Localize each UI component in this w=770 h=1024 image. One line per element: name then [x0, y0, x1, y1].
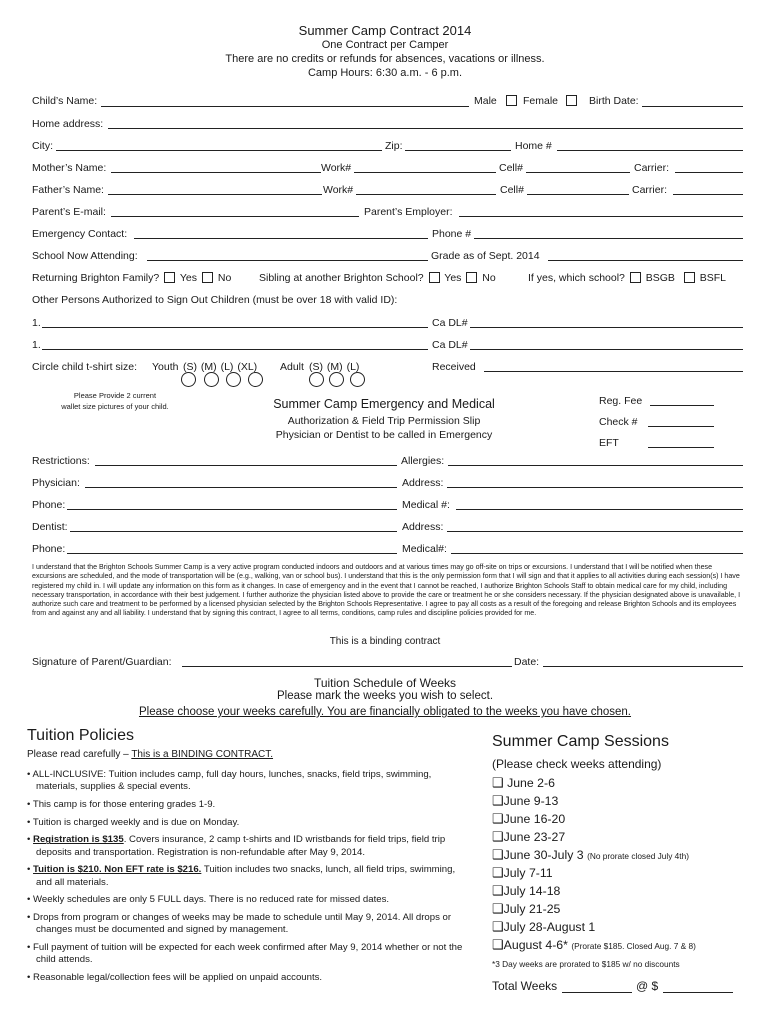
page-title: Summer Camp Contract 2014 — [298, 23, 472, 38]
sibling-yes-checkbox[interactable] — [429, 272, 440, 283]
physician-phone-field[interactable] — [67, 509, 397, 510]
session-week-label: August 4-6* — [503, 938, 568, 952]
policies-title: Tuition Policies — [27, 727, 135, 744]
emergency-title: Summer Camp Emergency and Medical — [273, 397, 495, 411]
school-field[interactable] — [147, 260, 428, 261]
female-checkbox[interactable] — [566, 95, 577, 106]
dentist-address-label: Address: — [402, 521, 444, 533]
dentist-medical-field[interactable] — [451, 553, 743, 554]
child-name-field[interactable] — [101, 106, 469, 107]
father-cell-label: Cell# — [500, 184, 524, 196]
returning-yes-label: Yes — [179, 272, 198, 284]
policy-item: • Registration is $135. Covers insurance, 2 camp t-shirts and ID wristbands for field trips, field trip deposits and transportation. Registration is non-refundable after May 9, 2014. — [27, 834, 446, 858]
authorized-person-1-label: 1. — [32, 317, 41, 329]
session-week-label: June 2-6 — [503, 776, 555, 790]
zip-field[interactable] — [405, 150, 511, 151]
adult-s-circle[interactable] — [309, 372, 324, 387]
which-school-row — [528, 272, 726, 284]
policies-list — [27, 769, 472, 990]
photo-note-line-1: Please Provide 2 current — [73, 391, 157, 400]
father-work-field[interactable] — [356, 194, 496, 195]
policy-registration-fee: Registration is $135 — [33, 834, 124, 846]
subtitle-line-1: One Contract per Camper — [321, 39, 449, 51]
total-weeks-label: Total Weeks — [492, 979, 558, 993]
policy-tuition-rest: Tuition includes two snacks, lunch, all field trips, swimming, and all materials. — [36, 864, 456, 888]
schedule-line-2: Please choose your weeks carefully. You are financially obligated to the weeks you have chosen. — [138, 706, 632, 718]
schedule-title: Tuition Schedule of Weeks — [313, 676, 457, 690]
youth-m-circle[interactable] — [204, 372, 219, 387]
reg-fee-field[interactable] — [650, 405, 714, 406]
policies-subtitle — [27, 749, 273, 760]
checkbox-icon[interactable]: ❑ — [492, 919, 504, 934]
mother-name-field[interactable] — [111, 172, 321, 173]
session-week-7[interactable] — [492, 883, 560, 899]
home-phone-field[interactable] — [557, 150, 743, 151]
session-week-1[interactable] — [492, 775, 555, 791]
session-week-note: (Prorate $185. Closed Aug. 7 & 8) — [571, 941, 696, 951]
ca-dl-1-label: Ca DL# — [432, 317, 468, 329]
authorized-person-2-label: 1. — [32, 339, 41, 351]
bsgb-checkbox[interactable] — [630, 272, 641, 283]
checkbox-icon[interactable]: ❑ — [492, 793, 504, 808]
session-week-label: July 28-August 1 — [503, 920, 596, 934]
dentist-phone-label: Phone: — [32, 543, 66, 555]
physician-label: Physician: — [32, 477, 80, 489]
total-amount-label: @ $ — [636, 979, 659, 993]
father-cell-field[interactable] — [527, 194, 629, 195]
eft-field[interactable] — [648, 447, 714, 448]
sessions-title: Summer Camp Sessions — [492, 733, 669, 750]
dentist-label: Dentist: — [32, 521, 68, 533]
policy-item: • This camp is for those entering grades 1-9. — [27, 798, 216, 810]
adult-l-circle[interactable] — [350, 372, 365, 387]
sibling-no-checkbox[interactable] — [466, 272, 477, 283]
session-week-10[interactable] — [492, 937, 696, 953]
returning-no-checkbox[interactable] — [202, 272, 213, 283]
male-checkbox[interactable] — [506, 95, 517, 106]
father-name-label: Father’s Name: — [32, 184, 104, 196]
checkbox-icon[interactable]: ❑ — [492, 883, 504, 898]
subtitle-line-3: Camp Hours: 6:30 a.m. - 6 p.m. — [307, 67, 463, 79]
session-week-label: July 21-25 — [503, 902, 561, 916]
policy-item: • ALL-INCLUSIVE: Tuition includes camp, full day hours, lunches, snacks, field trips, swimming, materials, supplies & special events. — [27, 769, 432, 793]
session-week-label: June 30-July 3 — [503, 848, 584, 862]
checkbox-icon[interactable]: ❑ — [492, 829, 504, 844]
dentist-phone-field[interactable] — [67, 553, 397, 554]
checkbox-icon[interactable]: ❑ — [492, 847, 504, 862]
home-phone-label: Home # — [515, 140, 552, 152]
dentist-field[interactable] — [70, 531, 397, 532]
returning-no-label: No — [217, 272, 232, 284]
subtitle-line-2: There are no credits or refunds for absences, vacations or illness. — [225, 53, 545, 65]
youth-xl-circle[interactable] — [248, 372, 263, 387]
session-week-2[interactable] — [492, 793, 558, 809]
which-school-label: If yes, which school? — [528, 272, 625, 284]
session-week-label: June 23-27 — [503, 830, 566, 844]
mother-name-label: Mother’s Name: — [32, 162, 107, 174]
checkbox-icon[interactable]: ❑ — [492, 937, 504, 952]
session-week-4[interactable] — [492, 829, 565, 845]
session-week-note: (No prorate closed July 4th) — [587, 851, 689, 861]
youth-s-circle[interactable] — [181, 372, 196, 387]
date-label: Date: — [514, 656, 540, 668]
policy-registration-rest: . Covers insurance, 2 camp t-shirts and ID wristbands for field trips, field trip deposits and transportation. Registration is non-refundable after May 9, 2014. — [36, 834, 446, 858]
policy-item: • Drops from program or changes of weeks may be made to schedule until May 9, 2014. All drops or changes must be documented and signed by management. — [27, 912, 452, 936]
session-week-8[interactable] — [492, 901, 560, 917]
checkbox-icon[interactable]: ❑ — [492, 865, 504, 880]
total-weeks-field[interactable] — [562, 992, 632, 993]
city-field[interactable] — [56, 150, 382, 151]
physician-address-field[interactable] — [447, 487, 743, 488]
bsfl-label: BSFL — [699, 272, 727, 284]
sibling-yes-label: Yes — [444, 272, 462, 284]
eft-label: EFT — [599, 437, 619, 449]
policy-item: • Weekly schedules are only 5 FULL days. There is no reduced rate for missed dates. — [27, 894, 390, 906]
authorized-person-1-field[interactable] — [42, 327, 428, 328]
legal-paragraph: I understand that the Brighton Schools Summer Camp is a very active program conducted indoors and outdoors and at various times may go off-site on trips or excursions. I understand that I will be notified when these excursions are scheduled, and the mode of transportation will be (e.g., walking, van or school bus). I understand that this is the only permission form that I will sign and that it applies to all activities during each session(s) I have registered my child in. I will update any information on this form as it changes. In case of emergency and in the event that I cannot be reached, I authorize Brighton Schools Staff to obtain medical care for my child, including necessary transportation, in accordance with their best judgement. I further authorize the physician listed above to provide the care or treatment he or she considers necessary. If the physician designated above is unavailable, I authorize such care and treatment to be performed by a licensed physician selected by the Brighton Schools Representative. I agree to pay all costs as a result of the foregoing and release Brighton Schools and its employees from and against any and all liability. I understand that by signing this contract, I agree to all terms, conditions, camp rules and discipline policies provided for me. — [32, 563, 741, 618]
reg-fee-label: Reg. Fee — [599, 395, 643, 407]
youth-label: Youth — [152, 361, 179, 373]
restrictions-field[interactable] — [95, 465, 397, 466]
checkbox-icon[interactable]: ❑ — [492, 775, 504, 790]
ca-dl-2-field[interactable] — [470, 349, 743, 350]
dentist-address-field[interactable] — [447, 531, 743, 532]
grade-field[interactable] — [548, 260, 743, 261]
ca-dl-1-field[interactable] — [470, 327, 743, 328]
policies-subtitle-binding: This is a BINDING CONTRACT. — [131, 749, 274, 760]
returning-label: Returning Brighton Family? — [32, 272, 160, 284]
check-num-label: Check # — [599, 416, 638, 428]
policy-item: • Tuition is $210. Non EFT rate is $216. Tuition includes two snacks, lunch, all field trips, swimming, and all materials. — [27, 864, 456, 888]
emergency-subtitle-2: Physician or Dentist to be called in Emergency — [275, 429, 493, 441]
parent-email-label: Parent’s E-mail: — [32, 206, 106, 218]
allergies-field[interactable] — [448, 465, 743, 466]
check-num-field[interactable] — [648, 426, 714, 427]
emergency-contact-field[interactable] — [134, 238, 428, 239]
school-label: School Now Attending: — [32, 250, 138, 262]
physician-phone-label: Phone: — [32, 499, 66, 511]
bsgb-label: BSGB — [645, 272, 675, 284]
home-address-label: Home address: — [32, 118, 104, 130]
policy-tuition-rate: Tuition is $210. Non EFT rate is $216. — [33, 864, 202, 876]
youth-l-circle[interactable] — [226, 372, 241, 387]
mother-work-label: Work# — [321, 162, 352, 174]
emergency-phone-field[interactable] — [474, 238, 743, 239]
parent-employer-label: Parent’s Employer: — [364, 206, 453, 218]
emergency-subtitle-1: Authorization & Field Trip Permission Slip — [287, 415, 481, 427]
dentist-medical-label: Medical#: — [402, 543, 447, 555]
policy-item: • Full payment of tuition will be expected for each week confirmed after May 9, 2014 whether or not the child attends. — [27, 942, 463, 966]
mother-carrier-field[interactable] — [675, 172, 743, 173]
parent-employer-field[interactable] — [459, 216, 743, 217]
mother-carrier-label: Carrier: — [634, 162, 670, 174]
session-week-9[interactable] — [492, 919, 595, 935]
father-work-label: Work# — [323, 184, 354, 196]
returning-family-row — [32, 272, 231, 284]
home-address-field[interactable] — [108, 128, 743, 129]
father-carrier-field[interactable] — [673, 194, 743, 195]
policy-item: • Tuition is charged weekly and is due on Monday. — [27, 816, 240, 828]
medical-number-field[interactable] — [456, 509, 743, 510]
session-week-label: June 16-20 — [503, 812, 566, 826]
checkbox-icon[interactable]: ❑ — [492, 901, 504, 916]
checkbox-icon[interactable]: ❑ — [492, 811, 504, 826]
binding-contract-note: This is a binding contract — [329, 636, 441, 647]
mother-cell-field[interactable] — [526, 172, 630, 173]
ca-dl-2-label: Ca DL# — [432, 339, 468, 351]
adult-sizes: (S) (M) (L) — [309, 361, 360, 373]
allergies-label: Allergies: — [401, 455, 445, 467]
session-week-3[interactable] — [492, 811, 565, 827]
physician-field[interactable] — [85, 487, 397, 488]
child-name-label: Child’s Name: — [32, 95, 98, 107]
policy-item: • Reasonable legal/collection fees will be applied on unpaid accounts. — [27, 971, 323, 983]
returning-yes-checkbox[interactable] — [164, 272, 175, 283]
session-week-5[interactable] — [492, 847, 689, 863]
physician-address-label: Address: — [402, 477, 444, 489]
emergency-phone-label: Phone # — [432, 228, 472, 240]
session-week-6[interactable] — [492, 865, 553, 881]
city-label: City: — [32, 140, 53, 152]
father-carrier-label: Carrier: — [632, 184, 668, 196]
received-field[interactable] — [484, 371, 743, 372]
birth-date-field[interactable] — [642, 106, 743, 107]
adult-m-circle[interactable] — [329, 372, 344, 387]
policies-subtitle-prefix: Please read carefully – — [27, 749, 132, 760]
tshirt-label: Circle child t-shirt size: — [32, 361, 138, 373]
medical-number-label: Medical #: — [402, 499, 450, 511]
restrictions-label: Restrictions: — [32, 455, 90, 467]
session-week-label: June 9-13 — [503, 794, 559, 808]
sibling-no-label: No — [482, 272, 496, 284]
signature-label: Signature of Parent/Guardian: — [32, 656, 172, 668]
sibling-label: Sibling at another Brighton School? — [259, 272, 424, 284]
received-label: Received — [432, 361, 476, 373]
mother-work-field[interactable] — [354, 172, 496, 173]
photo-note — [40, 390, 190, 412]
male-label: Male — [474, 95, 497, 107]
mother-cell-label: Cell# — [499, 162, 523, 174]
session-week-label: July 7-11 — [503, 866, 553, 880]
sibling-row — [259, 272, 496, 284]
zip-label: Zip: — [385, 140, 403, 152]
parent-email-field[interactable] — [111, 216, 359, 217]
father-name-field[interactable] — [108, 194, 322, 195]
schedule-line-1: Please mark the weeks you wish to select. — [276, 690, 494, 702]
other-persons-label: Other Persons Authorized to Sign Out Children (must be over 18 with valid ID): — [32, 294, 398, 306]
photo-note-line-2: wallet size pictures of your child. — [61, 402, 169, 411]
date-field[interactable] — [543, 666, 743, 667]
adult-label: Adult — [280, 361, 304, 373]
youth-sizes: (S) (M) (L) (XL) — [183, 361, 258, 373]
session-week-label: July 14-18 — [503, 884, 561, 898]
total-amount-field[interactable] — [663, 992, 733, 993]
emergency-contact-label: Emergency Contact: — [32, 228, 128, 240]
sessions-footnote: *3 Day weeks are prorated to $185 w/ no discounts — [492, 959, 680, 969]
bsfl-checkbox[interactable] — [684, 272, 695, 283]
grade-label: Grade as of Sept. 2014 — [431, 250, 540, 262]
signature-field[interactable] — [182, 666, 512, 667]
authorized-person-2-field[interactable] — [42, 349, 428, 350]
sessions-subtitle: (Please check weeks attending) — [492, 757, 662, 771]
female-label: Female — [523, 95, 559, 107]
birth-date-label: Birth Date: — [589, 95, 639, 107]
